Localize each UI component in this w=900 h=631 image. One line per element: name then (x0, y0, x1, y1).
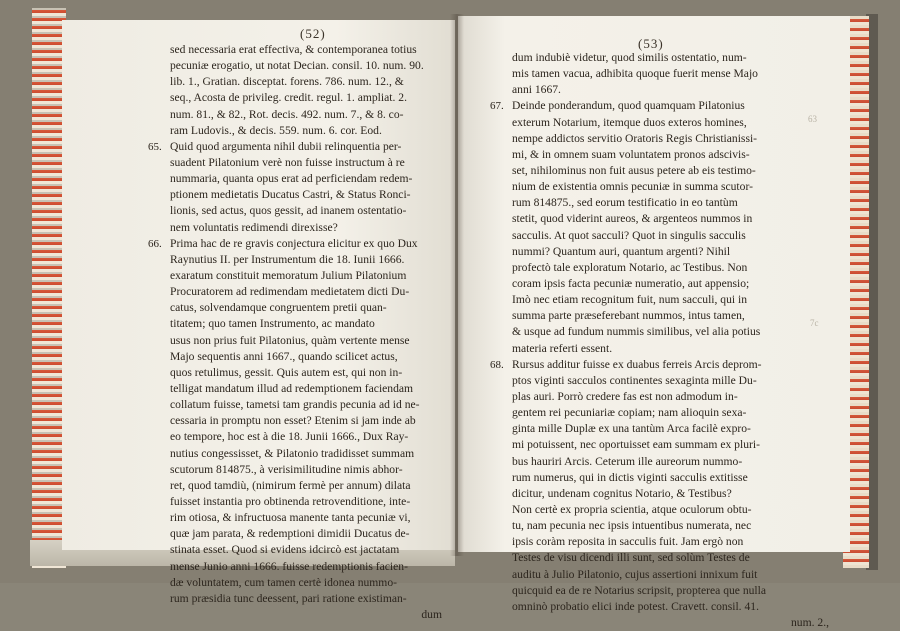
text-line (490, 615, 835, 631)
text-line (148, 413, 448, 429)
line-text: profectò tale exploratum Notario, ac Testibus. Non (512, 260, 748, 274)
left-page-text (148, 42, 448, 623)
line-text: dum (421, 607, 442, 621)
text-line (148, 542, 448, 558)
text-line (148, 187, 448, 203)
line-text: materia referti essent. (512, 341, 613, 355)
text-line (490, 454, 835, 470)
line-text: Quid quod argumenta nihil dubii relinquentia per- (170, 139, 402, 153)
text-line (148, 446, 448, 462)
text-line (490, 550, 835, 566)
right-page (458, 16, 850, 629)
text-line (148, 526, 448, 542)
line-text: fuisset instantia pro obtinenda retrovenditione, inte- (170, 494, 411, 508)
paragraph-number: 65. (148, 140, 162, 153)
text-line (490, 163, 835, 179)
text-line (148, 284, 448, 300)
text-line (490, 276, 835, 292)
line-text: nempe addictos servitio Oratoris Regis Christianissi- (512, 131, 758, 145)
line-text: Non certè ex propria scientia, atque oculorum obtu- (512, 502, 752, 516)
paragraph-number: 68. (490, 358, 504, 371)
line-text: Majo sequentis anni 1667., quando scilicet actus, (170, 349, 398, 363)
text-line (490, 583, 835, 599)
line-text: Testes de visu dicendi illi sunt, sed solùm Testes de (512, 551, 750, 565)
line-text: stetit, quod viderint aureos, & argenteos nummos in (512, 212, 753, 226)
line-text: dæ voluntatem, cum tamen certè idonea nummo- (170, 575, 397, 589)
book-gutter (450, 14, 464, 556)
text-line (490, 437, 835, 453)
text-line (148, 171, 448, 187)
line-text: Raynutius II. per Instrumentum die 18. Iunii 1666. (170, 252, 405, 266)
text-line (490, 228, 835, 244)
line-text: anni 1667. (512, 83, 561, 97)
text-line (148, 429, 448, 445)
line-text: lionis, sed actus, quos gessit, ad inanem ostentatio- (170, 204, 407, 218)
line-text: coram ipsis facta pecuniæ numeratio, aut appensio; (512, 276, 750, 290)
text-line (490, 115, 835, 131)
line-text: seq., Acosta de privileg. credit. regul. 1. ampliat. 2. (170, 91, 407, 105)
text-line (490, 308, 835, 324)
text-line (490, 147, 835, 163)
text-line (148, 107, 448, 123)
text-line (490, 373, 835, 389)
text-line (490, 518, 835, 534)
line-text: ipsis coràm reposita in sacculis fuit. Jam ergò non (512, 535, 744, 549)
line-text: exaratum constituit memoratum Julium Pilatonium (170, 268, 407, 282)
left-page (62, 20, 455, 621)
line-text: Procuratorem ad redimendam medietatem dicti Du- (170, 285, 410, 299)
text-line (490, 324, 835, 340)
text-line (148, 349, 448, 365)
line-text: exterum Notarium, itemque duos exteros homines, (512, 115, 747, 129)
line-text: catus, solvendamque congruentem pretii quan- (170, 301, 387, 315)
text-line (148, 365, 448, 381)
line-text: quicquid ea de re Notarius scripsit, propterea que nulla (512, 583, 767, 597)
left-page-number: (52) (300, 26, 326, 41)
line-text: pecuniæ erogatio, ut notat Decian. consil. 10. num. 90. (170, 59, 424, 73)
line-text: ptos viginti sacculos continentes sexaginta mille Du- (512, 373, 757, 387)
text-line (148, 90, 448, 106)
text-line (148, 42, 448, 58)
text-line (490, 50, 835, 66)
line-text: summa parte præseferebant nummos, intus tamen, (512, 309, 745, 323)
line-text: bus hauriri Arcis. Ceterum ille aureorum nummo- (512, 454, 743, 468)
line-text: rum numerus, qui in dictis viginti sacculis extitisse (512, 470, 748, 484)
right-page-number: (53) (638, 36, 664, 51)
text-line (490, 421, 835, 437)
line-text: ginta mille Duplæ ex una tantùm Arca facilè expro- (512, 422, 751, 436)
text-line (148, 607, 448, 623)
text-line (490, 211, 835, 227)
line-text: sed necessaria erat effectiva, & contemporanea totius (170, 43, 417, 56)
text-line (490, 405, 835, 421)
text-line (490, 357, 835, 373)
text-line (148, 139, 448, 155)
text-line (148, 203, 448, 219)
line-text: mi potuissent, nec oportuisset eam summam ex pluri- (512, 438, 760, 452)
left-page-edges (32, 8, 66, 568)
text-line (490, 599, 835, 615)
text-line (490, 82, 835, 98)
text-line (490, 389, 835, 405)
line-text: Deinde ponderandum, quod quamquam Pilatonius (512, 99, 745, 113)
text-line (490, 131, 835, 147)
text-line (148, 155, 448, 171)
line-text: mi, & in omnem suam voluntatem pronos adscivis- (512, 147, 750, 161)
line-text: nium de existentia omnis pecuniæ in summa scutor- (512, 180, 753, 194)
line-text: mis tamen vacua, adhibita quoque fuerit mense Majo (512, 67, 758, 81)
text-line (490, 502, 835, 518)
line-text: quæ jam parata, & redemptioni dimidii Ducatus de- (170, 527, 410, 541)
line-text: cessaria in promptu non esset? Etenim si jam inde ab (170, 414, 416, 428)
line-text: telligat mandatum illud ad redemptionem faciendam (170, 381, 414, 395)
text-line (148, 74, 448, 90)
line-text: nutius congessisset, & Pilatonio tradidisset summam (170, 446, 415, 460)
text-line (148, 494, 448, 510)
text-line (148, 559, 448, 575)
text-line (490, 567, 835, 583)
text-line (148, 252, 448, 268)
margin-mark: 7c (810, 318, 819, 328)
line-text: sacculis. At quot sacculi? Quot in singulis sacculis (512, 228, 746, 242)
line-text: nummi? Quantum auri, quantum argenti? Nihil (512, 244, 731, 258)
line-text: nem voluntatis redimendi direxisse? (170, 220, 338, 234)
text-line (490, 534, 835, 550)
text-line (148, 220, 448, 236)
text-line (490, 470, 835, 486)
line-text: plas auri. Porrò credere fas est non admodum in- (512, 389, 738, 403)
text-line (148, 300, 448, 316)
text-line (490, 486, 835, 502)
text-line (490, 341, 835, 357)
text-line (490, 98, 835, 114)
text-line (490, 66, 835, 82)
text-line (490, 179, 835, 195)
text-line (490, 292, 835, 308)
line-text: scutorum 814875., à verisimilitudine nimis abhor- (170, 462, 403, 476)
paragraph-number: 67. (490, 100, 504, 113)
line-text: Imò nec etiam recognitum fuit, num sacculi, qui in (512, 293, 748, 307)
line-text: lib. 1., Gratian. disceptat. forens. 786. num. 12., & (170, 75, 404, 89)
line-text: num. 81., & 82., Rot. decis. 492. num. 7., & 8. co- (170, 107, 404, 121)
text-line (490, 244, 835, 260)
line-text: gentem rei pecuniariæ copiam; nam alioquin sexa- (512, 406, 747, 420)
line-text: nummaria, quanta opus erat ad perficiendam redem- (170, 172, 413, 186)
line-text: set, nihilominus non fuit ausus petere ab eis testimo- (512, 163, 756, 177)
text-line (148, 591, 448, 607)
line-text: rum 814875., sed eorum testificatio in eo tantùm (512, 196, 738, 210)
text-line (148, 462, 448, 478)
paragraph-number: 66. (148, 237, 162, 250)
right-page-text (490, 50, 835, 631)
line-text: ram Ludovis., & decis. 559. num. 6. cor. Eod. (170, 123, 382, 137)
line-text: eo tempore, hoc est à die 18. Junii 1666., Dux Ray- (170, 430, 409, 444)
line-text: tu, nam pecunia nec ipsis intuentibus numerata, nec (512, 519, 752, 533)
line-text: Prima hac de re gravis conjectura elicitur ex quo Dux (170, 236, 418, 250)
line-text: dum indubiè videtur, quod similis ostentatio, num- (512, 51, 747, 64)
text-line (490, 195, 835, 211)
text-line (148, 236, 448, 252)
text-line (148, 397, 448, 413)
text-line (148, 123, 448, 139)
text-line (148, 58, 448, 74)
text-line (148, 381, 448, 397)
text-line (148, 510, 448, 526)
line-text: ret, quod tamdiù, (nimirum fermè per annum) dilata (170, 478, 411, 492)
line-text: quos retulimus, gessit. Quis autem est, qui non in- (170, 365, 403, 379)
line-text: collatum fuisse, tametsi tam grandis pecunia ad id ne- (170, 398, 420, 412)
text-line (148, 268, 448, 284)
line-text: rum præsidia tunc deessent, pari ratione existiman- (170, 591, 407, 605)
line-text: auditu à Julio Pilatonio, cujus assertioni innixum fuit (512, 567, 758, 581)
margin-mark: 63 (808, 114, 817, 124)
line-text: usus non prius fuit Pilatonius, quàm vertente mense (170, 333, 410, 347)
line-text: mense Junio anni 1666. fuisse redemptionis facien- (170, 559, 408, 573)
line-text: rim otiosa, & infructuosa manente tanta pecuniæ vi, (170, 511, 411, 525)
line-text: omninò probatio elici inde potest. Cravett. consil. 41. (512, 599, 759, 613)
line-text: stinata esset. Quod si evidens idcircò est jactatam (170, 543, 400, 557)
text-line (148, 333, 448, 349)
line-text: titatem; quo tamen Instrumento, ac mandato (170, 317, 375, 331)
text-line (148, 478, 448, 494)
line-text: & usque ad fundum nummis similibus, vel alia potius (512, 325, 761, 339)
line-text: Rursus additur fuisse ex duabus ferreis Arcis deprom- (512, 357, 762, 371)
line-text: num. 2., (790, 615, 829, 629)
text-line (148, 316, 448, 332)
text-line (490, 260, 835, 276)
line-text: dicitur, undenam cognitus Notario, & Testibus? (512, 486, 732, 500)
line-text: suadent Pilatonium verè non fuisse instructum à re (170, 155, 405, 169)
line-text: ptionem medietatis Ducatus Castri, & Status Ronci- (170, 188, 411, 202)
